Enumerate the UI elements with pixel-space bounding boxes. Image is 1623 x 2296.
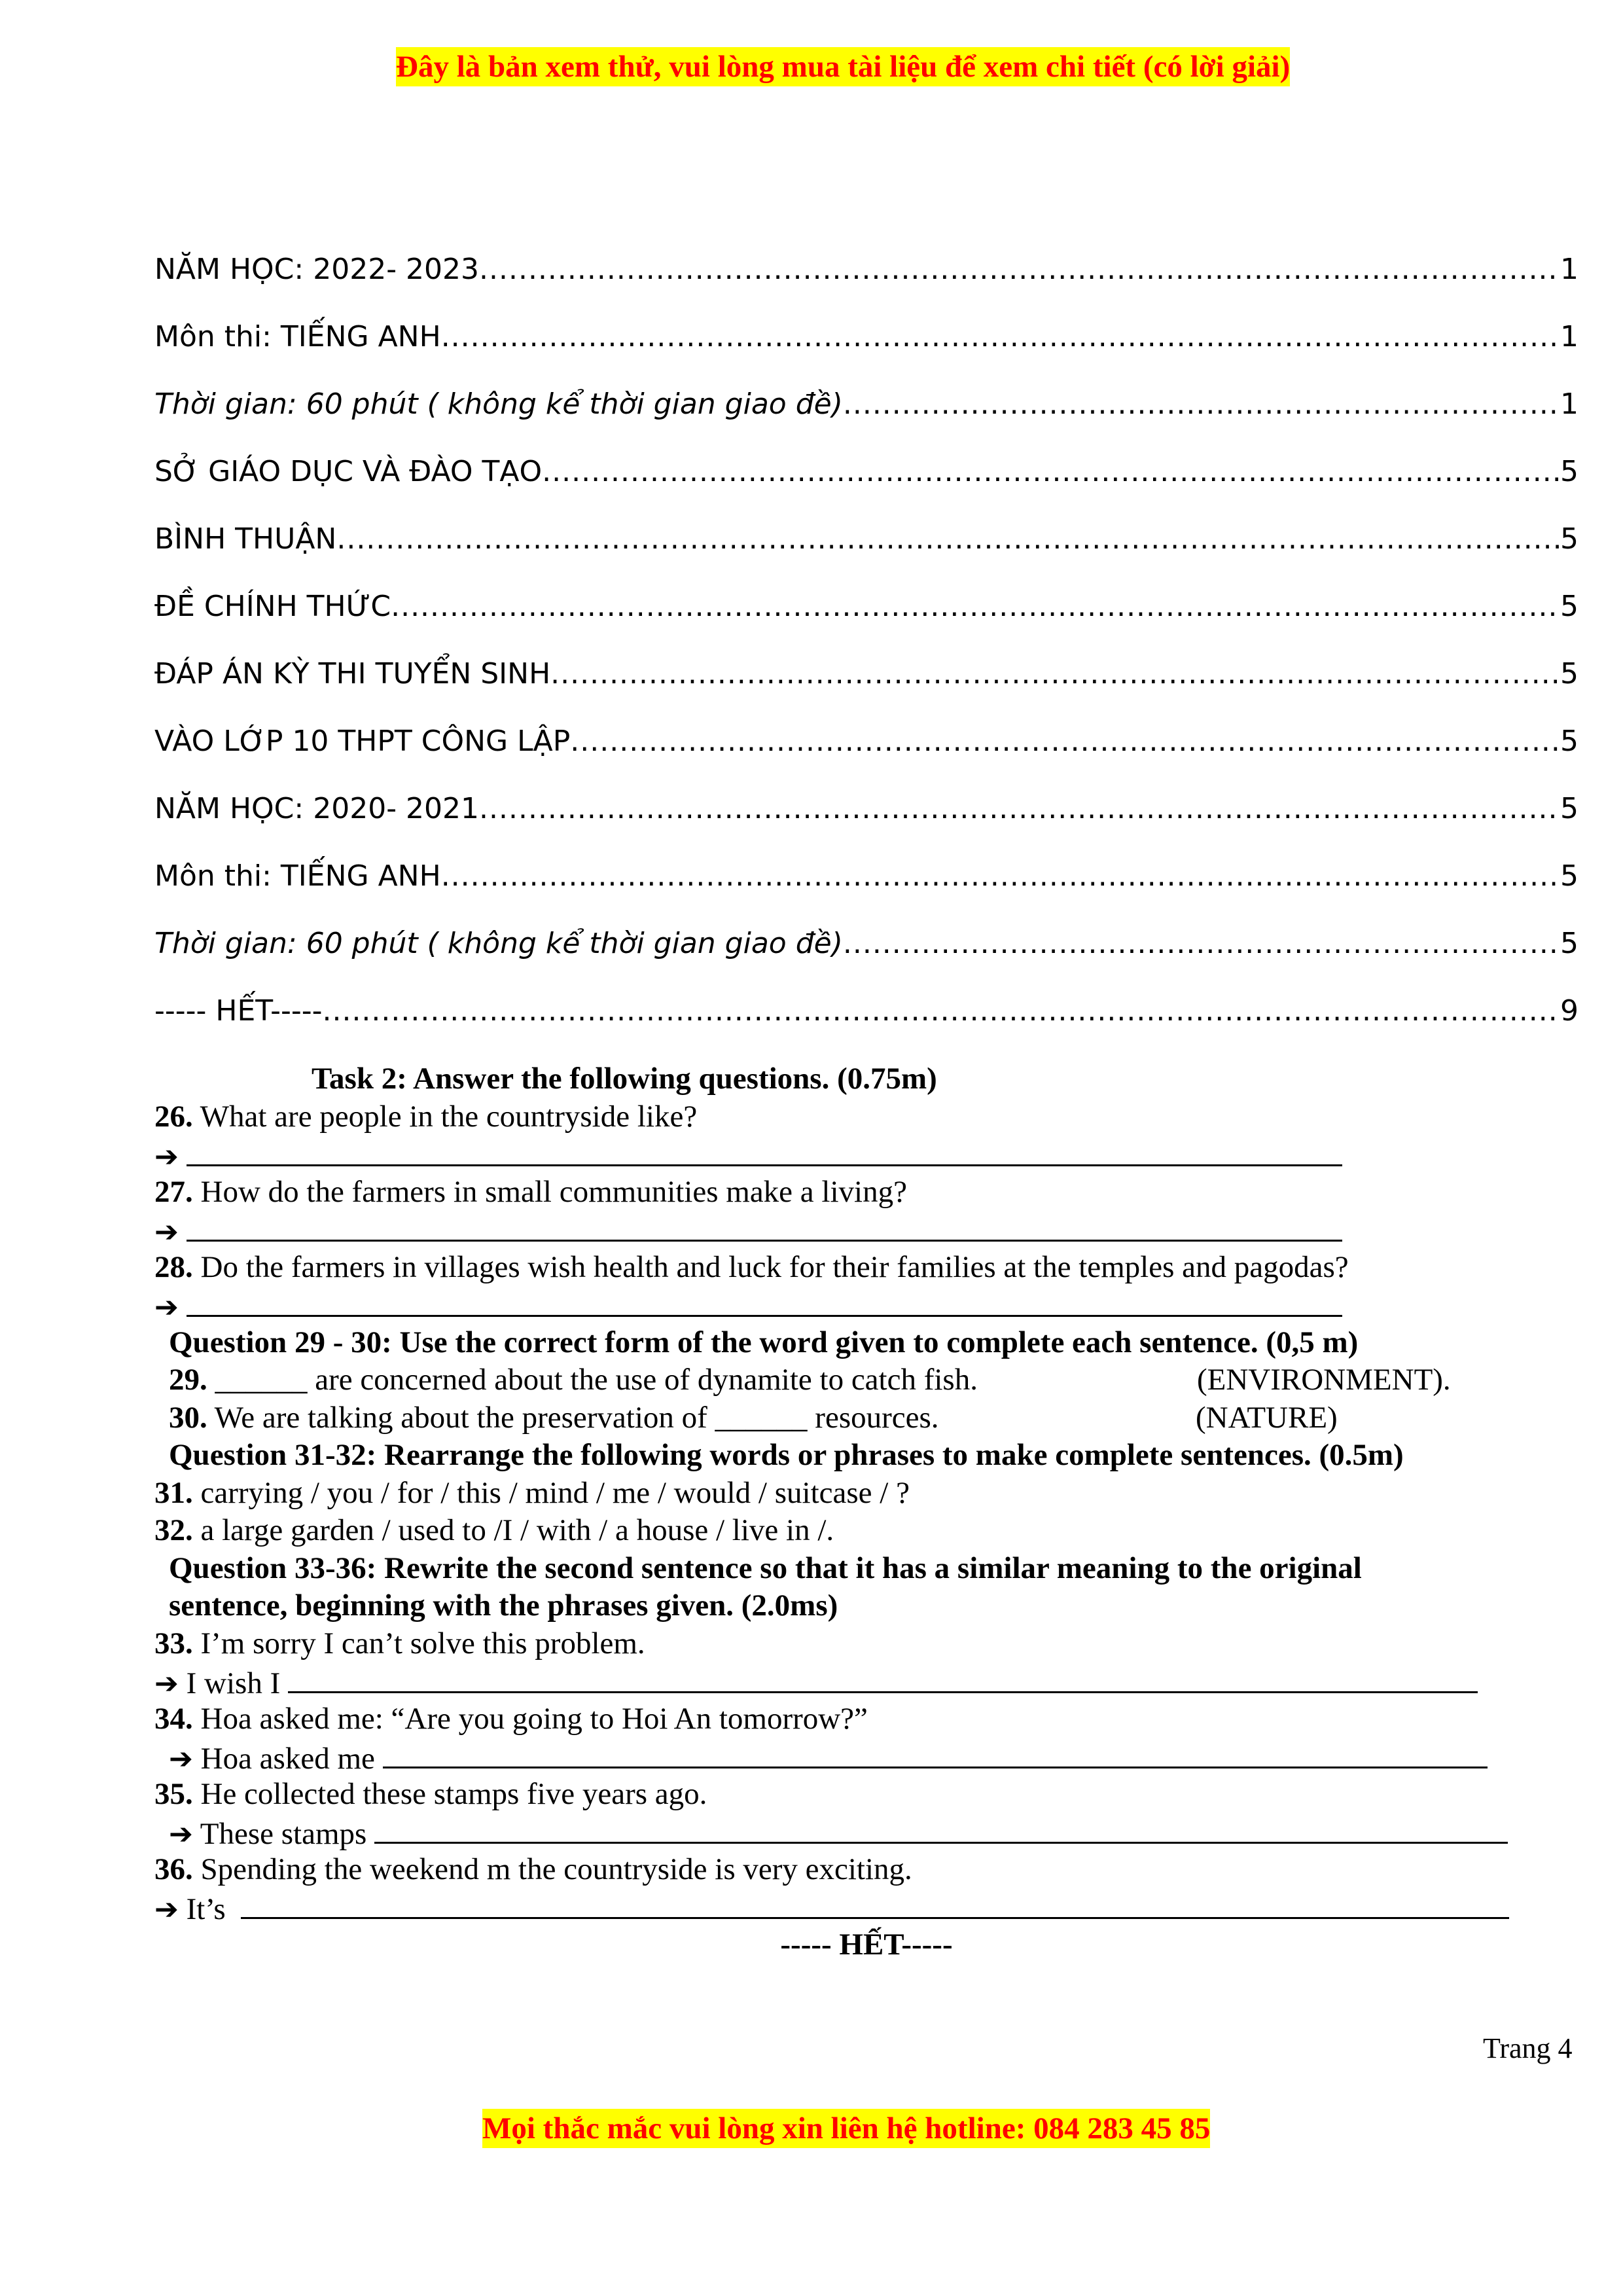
question-29 [154,1361,1594,1399]
question-text: Do the farmers in villages wish health and luck for their families at the temples and pagodas? [200,1249,1349,1284]
answer-line-34 [154,1738,1594,1776]
question-27 [154,1174,1594,1211]
toc-title: Thời gian: 60 phút ( không kể thời gian giao đề) [154,927,843,960]
answer-blank[interactable] [374,1813,1508,1844]
answer-line-26 [154,1136,1594,1174]
toc-leader [550,655,1560,694]
toc-entry[interactable] [154,655,1578,722]
sentence-start: It’s [186,1892,226,1926]
arrow-icon: ➔ [154,1291,179,1324]
question-number: 34. [154,1701,193,1736]
question-number: 35. [154,1776,193,1811]
toc-leader [441,317,1560,357]
toc-entry[interactable] [154,722,1578,789]
toc-leader [542,452,1560,492]
question-number: 36. [154,1852,193,1886]
toc-title: VÀO LỚP 10 THPT CÔNG LẬP [154,725,571,758]
answer-line-35 [154,1813,1594,1851]
rearrange-heading: Question 31-32: Rearrange the following words or phrases to make complete sentences. (0.5m) [169,1438,1404,1472]
question-number: 30. [169,1400,207,1435]
arrow-icon: ➔ [169,1818,193,1851]
toc-page: 1 [1560,320,1578,353]
answer-line-27 [154,1211,1594,1249]
answer-blank[interactable] [187,1286,1342,1317]
question-number: 32. [154,1513,193,1547]
answer-blank[interactable] [187,1136,1342,1166]
arrow-icon: ➔ [154,1893,179,1926]
toc-entry[interactable] [154,587,1578,655]
toc-leader [479,789,1560,829]
toc-title: BÌNH THUẬN [154,522,337,556]
toc-entry[interactable] [154,385,1578,452]
question-text: Hoa asked me: “Are you going to Hoi An tomorrow?” [200,1701,868,1736]
toc-leader [843,924,1560,963]
toc-page: 5 [1560,792,1578,825]
toc-entry[interactable] [154,992,1578,1059]
question-34 [154,1700,1594,1738]
question-text: a large garden / used to /I / with / a house / live in /. [200,1513,834,1547]
question-31 [154,1475,1594,1513]
hotline-banner: Mọi thắc mắc vui lòng xin liên hệ hotline: 084 283 45 85 [482,2109,1210,2148]
preview-banner: Đây là bản xem thử, vui lòng mua tài liệu để xem chi tiết (có lời giải) [396,47,1290,86]
toc-page: 9 [1560,994,1578,1028]
toc-leader [391,587,1560,626]
question-30 [154,1399,1594,1437]
table-of-contents [154,250,1578,1059]
toc-title: Môn thi: TIẾNG ANH [154,320,441,353]
toc-page: 5 [1560,590,1578,623]
arrow-icon: ➔ [154,1667,179,1700]
toc-page: 5 [1560,657,1578,691]
answer-line-33 [154,1662,1594,1700]
arrow-icon: ➔ [169,1742,193,1776]
answer-blank[interactable] [241,1888,1509,1919]
toc-page: 5 [1560,859,1578,893]
question-number: 31. [154,1475,193,1510]
toc-title: Môn thi: TIẾNG ANH [154,859,441,893]
wordform-heading: Question 29 - 30: Use the correct form of the word given to complete each sentence. (0,5 m) [169,1325,1359,1359]
toc-leader [441,857,1560,896]
page-number: Trang 4 [1483,2032,1573,2064]
word-hint: (ENVIRONMENT). [1197,1363,1451,1397]
toc-page: 1 [1560,253,1578,286]
toc-title: NĂM HỌC: 2022- 2023 [154,253,480,286]
question-32 [154,1512,1594,1550]
question-text: ______ are concerned about the use of dynamite to catch fish. [215,1363,978,1397]
question-text: I’m sorry I can’t solve this problem. [200,1626,645,1660]
arrow-icon: ➔ [154,1140,179,1174]
toc-leader [322,992,1560,1031]
question-33 [154,1625,1594,1663]
question-35 [154,1776,1594,1814]
question-36 [154,1851,1594,1889]
toc-page: 5 [1560,927,1578,960]
toc-title: ĐÁP ÁN KỲ THI TUYỂN SINH [154,657,551,691]
toc-entry[interactable] [154,789,1578,857]
toc-leader [479,250,1560,289]
question-number: 26. [154,1099,193,1134]
question-text: How do the farmers in small communities make a living? [200,1174,907,1209]
toc-entry[interactable] [154,924,1578,992]
answer-line-28 [154,1286,1594,1324]
answer-blank[interactable] [187,1211,1342,1242]
arrow-icon: ➔ [154,1215,179,1249]
toc-title: NĂM HỌC: 2020- 2021 [154,792,480,825]
toc-entry[interactable] [154,317,1578,385]
toc-entry[interactable] [154,452,1578,520]
toc-title: SỞ GIÁO DỤC VÀ ĐÀO TẠO [154,455,543,488]
toc-entry[interactable] [154,520,1578,587]
sentence-start: Hoa asked me [200,1742,375,1776]
toc-leader [843,385,1560,424]
toc-page: 5 [1560,522,1578,556]
toc-title: ----- HẾT----- [154,994,323,1028]
toc-page: 5 [1560,725,1578,758]
question-number: 29. [169,1363,207,1397]
toc-entry[interactable] [154,857,1578,924]
exam-body [154,1060,1594,1964]
rewrite-heading: Question 33-36: Rewrite the second sentence so that it has a similar meaning to the original [169,1551,1362,1585]
end-mark: ----- HẾT----- [780,1927,953,1962]
sentence-start: These stamps [200,1817,367,1851]
toc-leader [570,722,1560,761]
question-number: 27. [154,1174,193,1209]
question-text: We are talking about the preservation of ______ resources. [214,1400,939,1435]
answer-line-36 [154,1888,1594,1926]
toc-page: 1 [1560,387,1578,421]
answer-blank[interactable] [288,1662,1478,1693]
sentence-start: I wish I [186,1666,281,1700]
question-text: What are people in the countryside like? [200,1099,698,1134]
question-number: 28. [154,1249,193,1284]
question-28 [154,1249,1594,1287]
question-text: carrying / you / for / this / mind / me / would / suitcase / ? [200,1475,910,1510]
question-text: He collected these stamps five years ago. [192,1776,707,1811]
toc-title: Thời gian: 60 phút ( không kể thời gian giao đề) [154,387,843,421]
question-text: Spending the weekend m the countryside is very exciting. [200,1852,912,1886]
toc-entry[interactable] [154,250,1578,317]
word-hint: (NATURE) [1196,1400,1338,1435]
toc-page: 5 [1560,455,1578,488]
toc-leader [336,520,1560,559]
toc-title: ĐỀ CHÍNH THỨC [154,590,391,623]
answer-blank[interactable] [383,1738,1488,1768]
question-26 [154,1098,1594,1136]
task2-heading: Task 2: Answer the following questions. (0.75m) [312,1062,937,1096]
question-number: 33. [154,1626,193,1660]
rewrite-heading-cont: sentence, beginning with the phrases given. (2.0ms) [169,1588,838,1623]
